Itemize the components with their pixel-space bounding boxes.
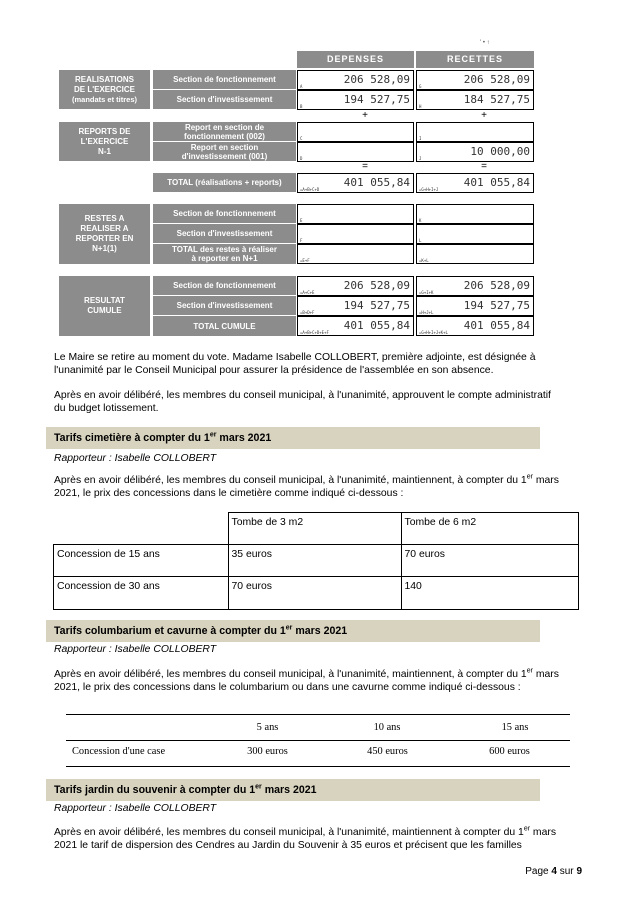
restes-total-label: TOTAL des restes à réaliser à reporter en N+1 <box>153 244 296 264</box>
table-row: Tombe de 3 m2 Tombe de 6 m2 <box>54 513 579 545</box>
paragraph-jardin: Après en avoir délibéré, les membres du conseil municipal, à l'unanimité, maintiennent à compter du 1er mars 2021 le tarif de dispersion des Cendres au Jardin du Souvenir à 35 euros et précisent que les familles <box>54 825 557 851</box>
resultat-total-recettes: 401 055,84 =G+H+I+J+K+L <box>416 316 534 336</box>
paragraph-approval: Après en avoir délibéré, les membres du conseil municipal, à l'unanimité, approuvent le compte administratif du budget lotissement. <box>54 390 551 414</box>
resultat-fonct-recettes: 206 528,09 =G+I+K <box>416 276 534 296</box>
resultat-label: RESULTAT CUMULE <box>59 276 150 336</box>
restes-fonct-label: Section de fonctionnement <box>153 204 296 224</box>
table-top-rule <box>66 714 570 715</box>
reports-invest-recettes: 10 000,00 J <box>416 142 534 162</box>
header-scribble: ' • ↑ <box>480 40 490 46</box>
paragraph-vote: Le Maire se retire au moment du vote. Madame Isabelle COLLOBERT, première adjointe, est désignée à l'unanimité par le Conseil Municipal pour assurer la présidence de l'assemblée en son absence. <box>54 352 536 376</box>
col-10-ans: 10 ans <box>373 722 401 733</box>
reports-invest-label: Report en section d'investissement (001) <box>153 142 296 162</box>
col-5-ans: 5 ans <box>256 722 279 733</box>
realisations-invest-recettes: 184 527,75 H <box>416 90 534 110</box>
restes-total-recettes: =K+L <box>416 244 534 264</box>
restes-invest-recettes: L <box>416 224 534 244</box>
total-depenses: 401 055,84 =A+B+C+D <box>297 173 414 193</box>
plus-sign-depenses: + <box>362 110 368 121</box>
restes-invest-label: Section d'investissement <box>153 224 296 244</box>
cimetiere-table <box>53 512 579 610</box>
section-title-jardin: Tarifs jardin du souvenir à compter du 1er mars 2021 <box>46 779 540 801</box>
resultat-fonct-label: Section de fonctionnement <box>153 276 296 296</box>
page-number: Page 4 sur 9 <box>525 866 582 877</box>
restes-invest-depenses: F <box>297 224 414 244</box>
paragraph-columbarium: Après en avoir délibéré, les membres du conseil municipal, à l'unanimité, maintiennent, à compter du 1er mars 2021, le prix des concessions dans le columbarium ou dans une cavurne comme indiqué ci-dessous : <box>54 667 559 693</box>
col-15-ans: 15 ans <box>501 722 529 733</box>
total-recettes: 401 055,84 =G+H+I+J <box>416 173 534 193</box>
price-15-ans: 600 euros <box>489 746 530 757</box>
rapporteur: Rapporteur : Isabelle COLLOBERT <box>54 803 217 814</box>
resultat-invest-depenses: 194 527,75 =B+D+F <box>297 296 414 316</box>
table-row: Concession de 15 ans 35 euros 70 euros <box>54 545 579 577</box>
table-mid-rule <box>66 740 570 741</box>
reports-invest-depenses: D <box>297 142 414 162</box>
rapporteur: Rapporteur : Isabelle COLLOBERT <box>54 453 217 464</box>
equals-sign-recettes: = <box>481 161 487 172</box>
table-bottom-rule <box>66 766 570 767</box>
plus-sign-recettes: + <box>481 110 487 121</box>
realisations-fonct-depenses: 206 528,09 A <box>297 70 414 90</box>
rapporteur: Rapporteur : Isabelle COLLOBERT <box>54 644 217 655</box>
realisations-invest-depenses: 194 527,75 B <box>297 90 414 110</box>
reports-label: REPORTS DE L'EXERCICE N-1 <box>59 122 150 161</box>
section-title-columbarium: Tarifs columbarium et cavurne à compter du 1er mars 2021 <box>46 620 540 642</box>
price-5-ans: 300 euros <box>247 746 288 757</box>
restes-fonct-recettes: K <box>416 204 534 224</box>
resultat-invest-label: Section d'investissement <box>153 296 296 316</box>
paragraph-cimetiere: Après en avoir délibéré, les membres du conseil municipal, à l'unanimité, maintiennent, à compter du 1er mars 2021, le prix des concessions dans le cimetière comme indiqué ci-dessous : <box>54 473 559 499</box>
equals-sign-depenses: = <box>362 161 368 172</box>
resultat-total-label: TOTAL CUMULE <box>153 316 296 336</box>
reports-fonct-depenses: C <box>297 122 414 142</box>
concession-case-label: Concession d'une case <box>72 746 166 757</box>
table-row: Concession de 30 ans 70 euros 140 <box>54 577 579 610</box>
realisations-label: REALISATIONS DE L'EXERCICE (mandats et titres) <box>59 70 150 109</box>
restes-label: RESTES A REALISER A REPORTER EN N+1(1) <box>59 204 150 264</box>
col-recettes-header: RECETTES <box>416 51 534 68</box>
section-title-cimetiere: Tarifs cimetière à compter du 1er mars 2021 <box>46 427 540 449</box>
resultat-invest-recettes: 194 527,75 =H+J+L <box>416 296 534 316</box>
total-label: TOTAL (réalisations + reports) <box>153 173 296 192</box>
resultat-fonct-depenses: 206 528,09 =A+C+E <box>297 276 414 296</box>
reports-fonct-label: Report en section de fonctionnement (002) <box>153 122 296 142</box>
col-depenses-header: DEPENSES <box>297 51 414 68</box>
restes-fonct-depenses: E <box>297 204 414 224</box>
restes-total-depenses: =E+F <box>297 244 414 264</box>
realisations-fonct-recettes: 206 528,09 G <box>416 70 534 90</box>
resultat-total-depenses: 401 055,84 =A+B+C+D+E+F <box>297 316 414 336</box>
realisations-invest-label: Section d'investissement <box>153 90 296 110</box>
reports-fonct-recettes: I <box>416 122 534 142</box>
realisations-fonct-label: Section de fonctionnement <box>153 70 296 90</box>
price-10-ans: 450 euros <box>367 746 408 757</box>
